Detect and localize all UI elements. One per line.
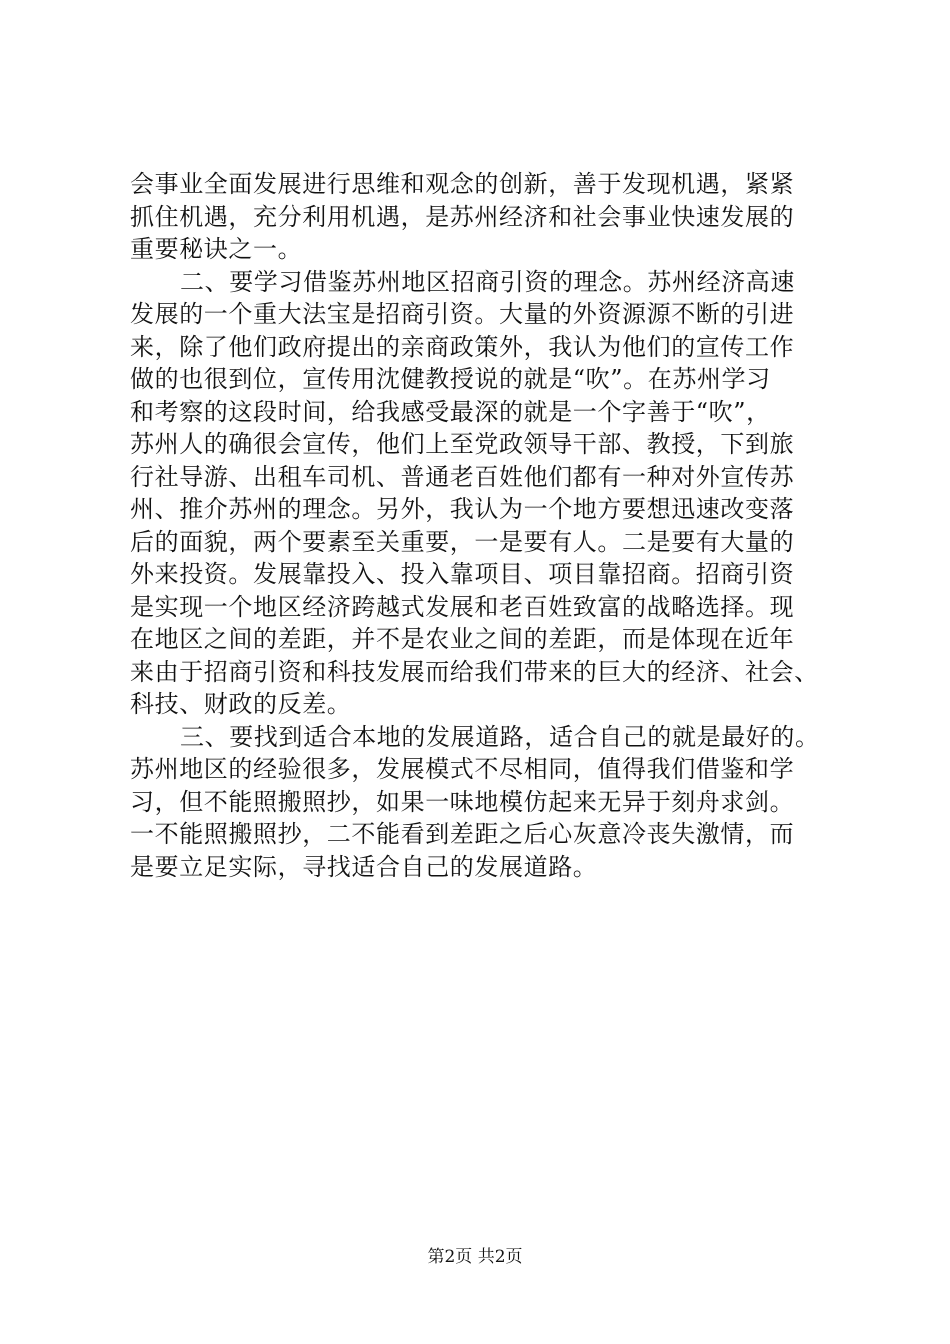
body-text: [130, 168, 860, 883]
paragraph-start-line: 二、要学习借鉴苏州地区招商引资的理念。苏州经济高速: [180, 267, 795, 296]
text-line: 外来投资。发展靠投入、投入靠项目、项目靠招商。招商引资: [130, 560, 795, 588]
text-line: 发展的一个重大法宝是招商引资。大量的外资源源不断的引进: [130, 300, 795, 328]
text-line: 后的面貌，两个要素至关重要，一是要有人。二是要有大量的: [130, 527, 795, 556]
text-line: 苏州人的确很会宣传，他们上至党政领导干部、教授，下到旅: [130, 430, 795, 458]
text-line: 在地区之间的差距，并不是农业之间的差距，而是体现在近年: [130, 625, 795, 653]
text-line: 行社导游、出租车司机、普通老百姓他们都有一种对外宣传苏: [130, 462, 795, 491]
text-line: 来，除了他们政府提出的亲商政策外，我认为他们的宣传工作: [130, 332, 795, 361]
text-line: 一不能照搬照抄，二不能看到差距之后心灰意冷丧失激情，而: [130, 820, 795, 848]
text-line: 和考察的这段时间，给我感受最深的就是一个字善于“吹”，: [130, 397, 771, 426]
text-line: 会事业全面发展进行思维和观念的创新，善于发现机遇，紧紧: [130, 170, 795, 198]
text-line: 重要秘诀之一。: [130, 235, 303, 263]
text-line: 苏州地区的经验很多，发展模式不尽相同，值得我们借鉴和学: [130, 755, 795, 783]
text-line: 抓住机遇，充分利用机遇，是苏州经济和社会事业快速发展的: [130, 202, 795, 231]
text-line: 州、推介苏州的理念。另外，我认为一个地方要想迅速改变落: [130, 495, 795, 523]
text-line: 做的也很到位，宣传用沈健教授说的就是“吹”。在苏州学习: [130, 365, 771, 393]
text-line: 是实现一个地区经济跨越式发展和老百姓致富的战略选择。现: [130, 592, 795, 621]
paragraph-start-line: 三、要找到适合本地的发展道路，适合自己的就是最好的。: [180, 722, 820, 751]
page-number-footer: 第2页 共2页: [427, 1247, 523, 1267]
text-line: 习，但不能照搬照抄，如果一味地模仿起来无异于刻舟求剑。: [130, 787, 795, 816]
text-line: 是要立足实际，寻找适合自己的发展道路。: [130, 852, 598, 881]
text-line: 来由于招商引资和科技发展而给我们带来的巨大的经济、社会、: [130, 657, 819, 686]
text-line: 科技、财政的反差。: [130, 690, 352, 718]
